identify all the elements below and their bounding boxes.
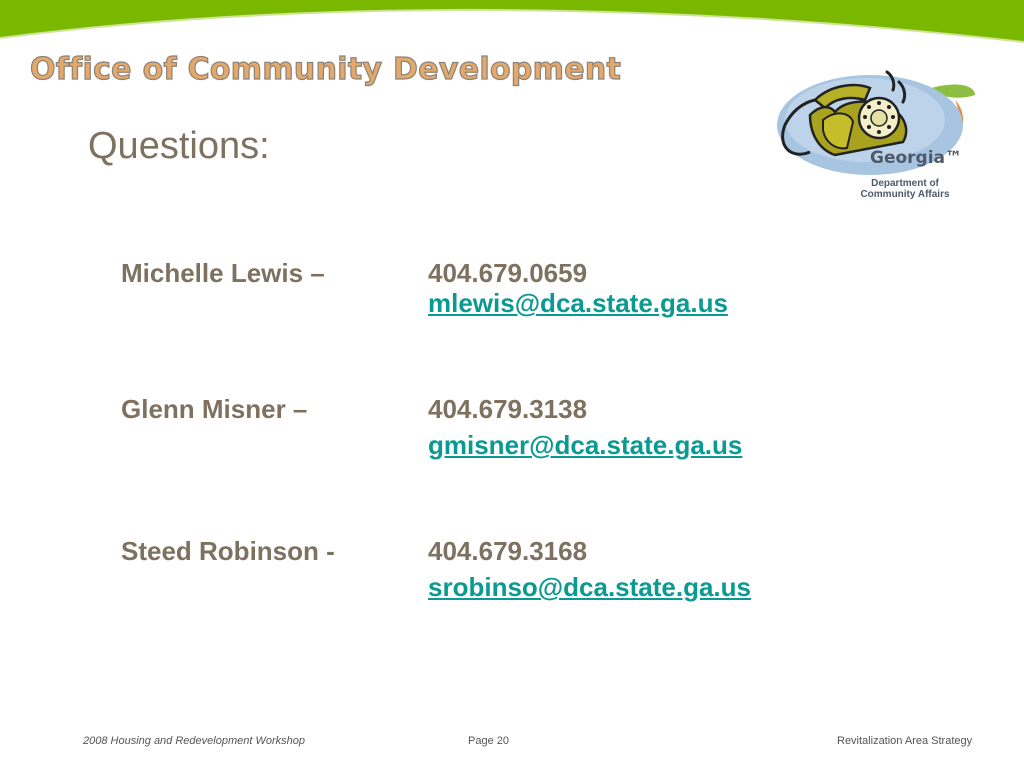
footer-page-number: Page 20: [468, 735, 509, 747]
contact-email-link[interactable]: mlewis@dca.state.ga.us: [428, 288, 728, 318]
contact-name: Glenn Misner –: [121, 394, 308, 424]
footer-topic: Revitalization Area Strategy: [837, 735, 973, 747]
footer-event: 2008 Housing and Redevelopment Workshop: [83, 735, 305, 747]
contact-name: Michelle Lewis –: [121, 258, 325, 288]
office-title: Office of Community Development: [30, 52, 622, 87]
contact-name: Steed Robinson -: [121, 536, 335, 566]
contact-email-link[interactable]: gmisner@dca.state.ga.us: [428, 430, 743, 460]
contact-phone: 404.679.3138: [428, 394, 588, 424]
logo-department: [830, 178, 980, 200]
page-title: Questions:: [88, 125, 270, 167]
logo-line-1: Department of: [871, 178, 939, 189]
contact-email-link[interactable]: srobinso@dca.state.ga.us: [428, 572, 751, 602]
logo-line-2: Community Affairs: [860, 189, 950, 200]
contact-phone: 404.679.3168: [428, 536, 588, 566]
logo-brand: Georgia™: [870, 148, 963, 168]
contact-phone: 404.679.0659: [428, 258, 588, 288]
